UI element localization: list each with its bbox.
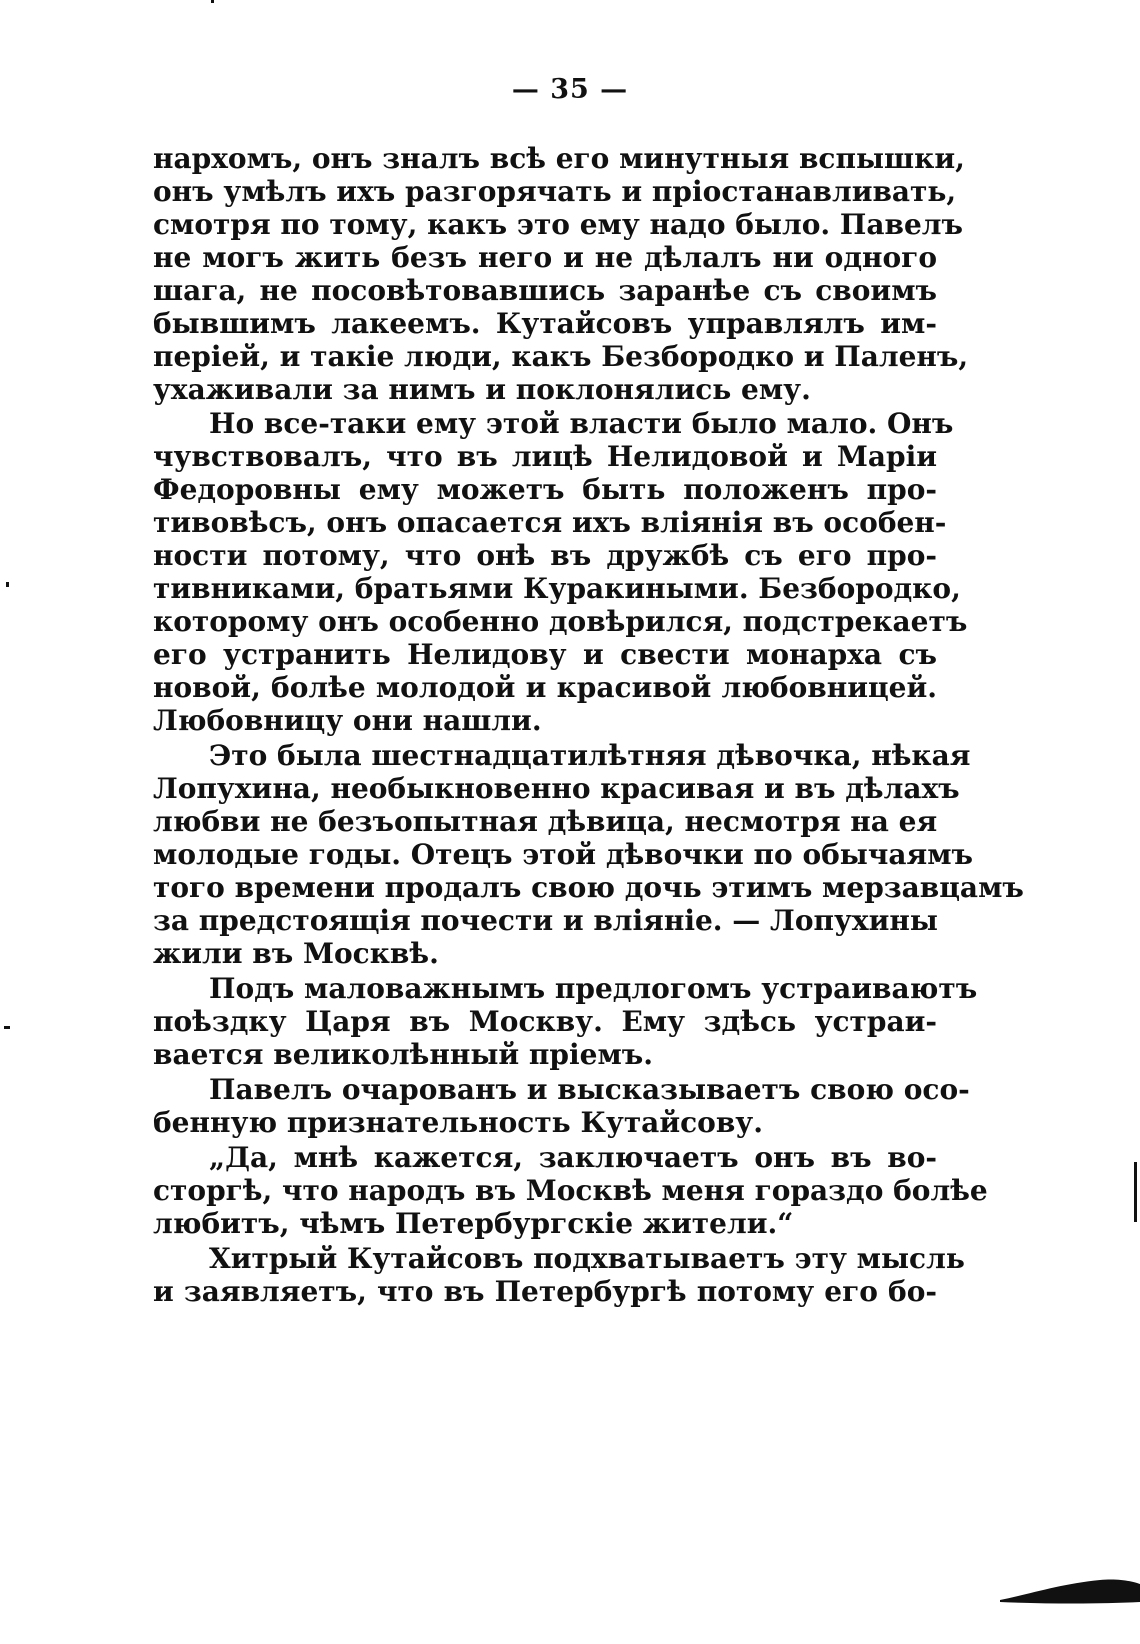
text-line: ухаживали за нимъ и поклонялись ему. [153,373,811,406]
text-line: любви не безъопытная дѣвица, несмотря на ея [153,805,938,838]
paragraph-5 [153,1073,970,1139]
text-line: Лопухина, необыкновенно красивая и въ дѣлахъ [153,772,960,805]
text-line: Хитрый Кутайсовъ подхватываетъ эту мысль [209,1242,965,1275]
text-line: Любовницу они нашли. [153,704,542,737]
text-line: поѣздку Царя въ Москву. Ему здѣсь устраи- [153,1005,937,1038]
text-line: бывшимъ лакеемъ. Кутайсовъ управлялъ им- [153,307,937,340]
text-line: которому онъ особенно довѣрился, подстрекаетъ [153,605,968,638]
scan-edge-line [1134,1162,1137,1222]
text-line: Но все-таки ему этой власти было мало. Онъ [209,407,954,440]
paragraph-6 [153,1141,988,1240]
text-line: новой, болѣе молодой и красивой любовницей. [153,671,937,704]
text-line: Это была шестнадцатилѣтняя дѣвочка, нѣкая [209,739,971,772]
body-text [153,142,1024,1308]
text-line: „Да, мнѣ кажется, заключаетъ онъ въ во- [209,1141,937,1174]
text-line: періей, и такіе люди, какъ Безбородко и Паленъ, [153,340,969,373]
text-line: сторгѣ, что народъ въ Москвѣ меня гораздо болѣе [153,1174,988,1207]
text-line: ности потому, что онѣ въ дружбѣ съ его про- [153,539,937,572]
page-number: — 35 — [511,74,629,105]
text-line: вается великолѣнный пріемъ. [153,1038,653,1071]
text-line: его устранить Нелидову и свести монарха съ [153,638,937,671]
text-line: молодые годы. Отецъ этой дѣвочки по обычаямъ [153,838,973,871]
text-line: тивовѣсъ, онъ опасается ихъ вліянія въ особен- [153,506,947,539]
scan-ink-blot [1000,1572,1140,1604]
scan-speck [4,1026,10,1029]
text-line: шага, не посовѣтовавшись заранѣе съ своимъ [153,274,937,307]
text-line: за предстоящія почести и вліяніе. — Лопухины [153,904,938,937]
text-line: бенную признательность Кутайсову. [153,1106,763,1139]
text-line: жили въ Москвѣ. [153,937,439,970]
text-line: Федоровны ему можетъ быть положенъ про- [153,473,937,506]
paragraph-3 [153,739,1024,970]
paragraph-7 [153,1242,965,1308]
text-line: онъ умѣлъ ихъ разгорячать и пріостанавливать, [153,175,957,208]
scan-speck [6,582,9,587]
text-line: Подъ маловажнымъ предлогомъ устраиваютъ [209,972,978,1005]
scan-speck [211,0,214,3]
text-line: любитъ, чѣмъ Петербургскіе жители.“ [153,1207,794,1240]
text-line: и заявляетъ, что въ Петербургѣ потому его бо- [153,1275,937,1308]
paragraph-2 [153,407,968,737]
text-line: нархомъ, онъ зналъ всѣ его минутныя вспышки, [153,142,965,175]
text-line: тивниками, братьями Куракиными. Безбородко, [153,572,961,605]
text-line: не могъ жить безъ него и не дѣлалъ ни одного [153,241,937,274]
text-line: смотря по тому, какъ это ему надо было. Павелъ [153,208,963,241]
paragraph-4 [153,972,978,1071]
paragraph-1 [153,142,969,406]
text-line: чувствовалъ, что въ лицѣ Нелидовой и Маріи [153,440,937,473]
text-line: Павелъ очарованъ и высказываетъ свою осо- [209,1073,970,1106]
text-line: того времени продалъ свою дочь этимъ мерзавцамъ [153,871,1024,904]
